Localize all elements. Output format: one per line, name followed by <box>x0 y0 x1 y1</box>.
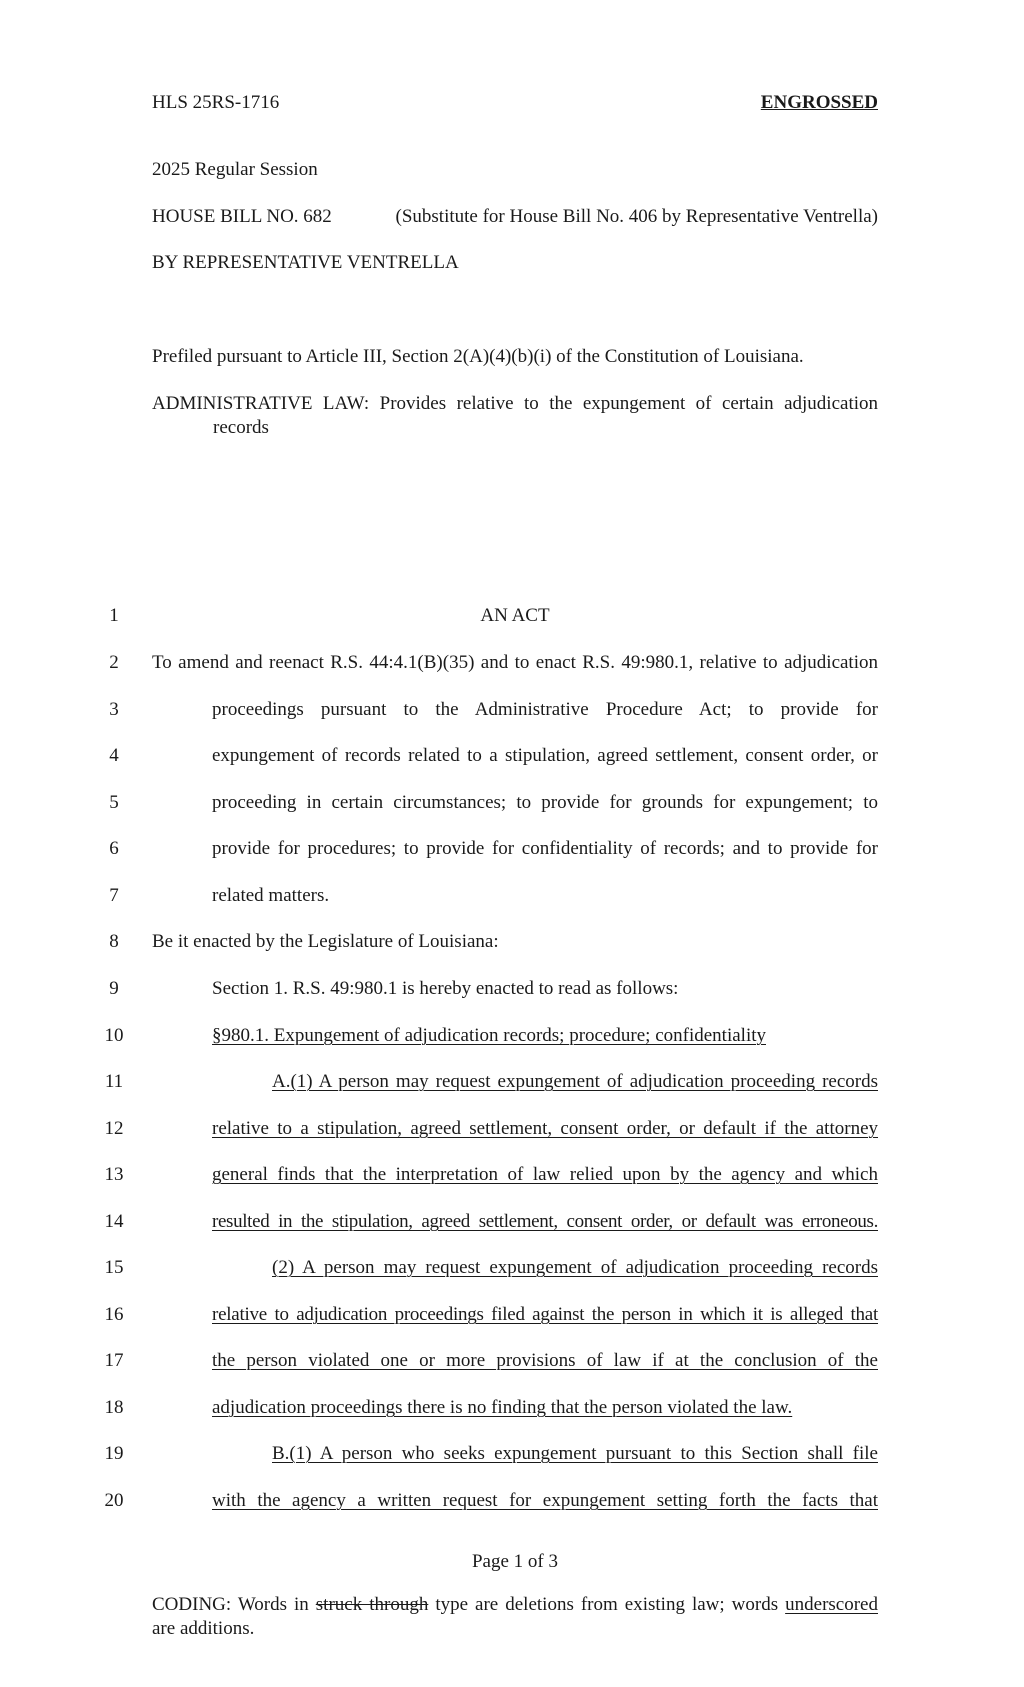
body-line: A.(1) A person may request expungement of adjudication proceeding records <box>272 1071 878 1092</box>
line-number: 12 <box>104 1118 124 1139</box>
line-number: 14 <box>104 1211 124 1232</box>
line-number: 19 <box>104 1443 124 1464</box>
coding-line-1 <box>152 1593 878 1617</box>
title-line: related matters. <box>212 885 330 906</box>
body-line: with the agency a written request for expungement setting forth the facts that <box>212 1490 878 1511</box>
line-number: 2 <box>109 652 119 673</box>
line-number: 11 <box>104 1071 124 1092</box>
digest-line-1: ADMINISTRATIVE LAW: Provides relative to the expungement of certain adjudication <box>152 393 878 414</box>
substitute-note: (Substitute for House Bill No. 406 by Representative Ventrella) <box>395 206 878 227</box>
enacting-clause: Be it enacted by the Legislature of Louisiana: <box>152 931 499 952</box>
page-number: Page 1 of 3 <box>471 1551 558 1572</box>
struck-through-sample: struck through <box>315 1594 429 1615</box>
coding-line-2: are additions. <box>152 1618 255 1639</box>
coding-note <box>152 1593 878 1641</box>
line-number: 18 <box>104 1397 124 1418</box>
body-line: relative to a stipulation, agreed settlement, consent order, or default if the attorney <box>212 1118 878 1139</box>
line-number: 20 <box>104 1490 124 1511</box>
title-line: expungement of records related to a stipulation, agreed settlement, consent order, or <box>212 745 878 766</box>
section-heading-text: §980.1. Expungement of adjudication records; procedure; confidentiality <box>212 1025 766 1046</box>
body-line: relative to adjudication proceedings filed against the person in which it is alleged that <box>212 1304 878 1325</box>
underscored-sample: underscored <box>785 1594 878 1615</box>
section-heading <box>212 1025 878 1047</box>
author-line: BY REPRESENTATIVE VENTRELLA <box>152 252 459 273</box>
title-line: proceeding in certain circumstances; to provide for grounds for expungement; to <box>212 792 878 813</box>
prefiled-note: Prefiled pursuant to Article III, Section 2(A)(4)(b)(i) of the Constitution of Louisiana. <box>152 346 804 367</box>
body-line: resulted in the stipulation, agreed settlement, consent order, or default was erroneous. <box>212 1211 878 1232</box>
engrossed-status: ENGROSSED <box>760 92 878 113</box>
line-number: 13 <box>104 1164 124 1185</box>
line-number: 10 <box>104 1025 124 1046</box>
coding-text: CODING: Words in <box>152 1594 316 1615</box>
body-line: (2) A person may request expungement of adjudication proceeding records <box>272 1257 878 1278</box>
line-number: 5 <box>109 792 119 813</box>
line-number: 6 <box>109 838 119 859</box>
line-number: 3 <box>109 699 119 720</box>
section-intro: Section 1. R.S. 49:980.1 is hereby enacted to read as follows: <box>212 978 679 999</box>
bill-number: HOUSE BILL NO. 682 <box>152 206 332 227</box>
line-number: 15 <box>104 1257 124 1278</box>
body-line: the person violated one or more provisions of law if at the conclusion of the <box>212 1350 878 1371</box>
title-line: To amend and reenact R.S. 44:4.1(B)(35) and to enact R.S. 49:980.1, relative to adjudication <box>152 652 878 673</box>
coding-text: type are deletions from existing law; words <box>428 1594 786 1615</box>
title-line: proceedings pursuant to the Administrative Procedure Act; to provide for <box>212 699 878 720</box>
digest-line-2: records <box>213 417 269 438</box>
bill-code: HLS 25RS-1716 <box>152 92 280 113</box>
line-number: 1 <box>109 605 119 626</box>
digest <box>152 392 878 440</box>
line-number: 8 <box>109 931 119 952</box>
line-number: 7 <box>109 885 119 906</box>
line-number: 9 <box>109 978 119 999</box>
line-number: 16 <box>104 1304 124 1325</box>
act-heading: AN ACT <box>480 605 550 626</box>
title-line: provide for procedures; to provide for confidentiality of records; and to provide for <box>212 838 878 859</box>
body-line: adjudication proceedings there is no finding that the person violated the law. <box>212 1397 793 1418</box>
line-number: 4 <box>109 745 119 766</box>
session-label: 2025 Regular Session <box>152 159 318 180</box>
body-line: B.(1) A person who seeks expungement pursuant to this Section shall file <box>272 1443 878 1464</box>
line-number: 17 <box>104 1350 124 1371</box>
body-line: general finds that the interpretation of law relied upon by the agency and which <box>212 1164 878 1185</box>
